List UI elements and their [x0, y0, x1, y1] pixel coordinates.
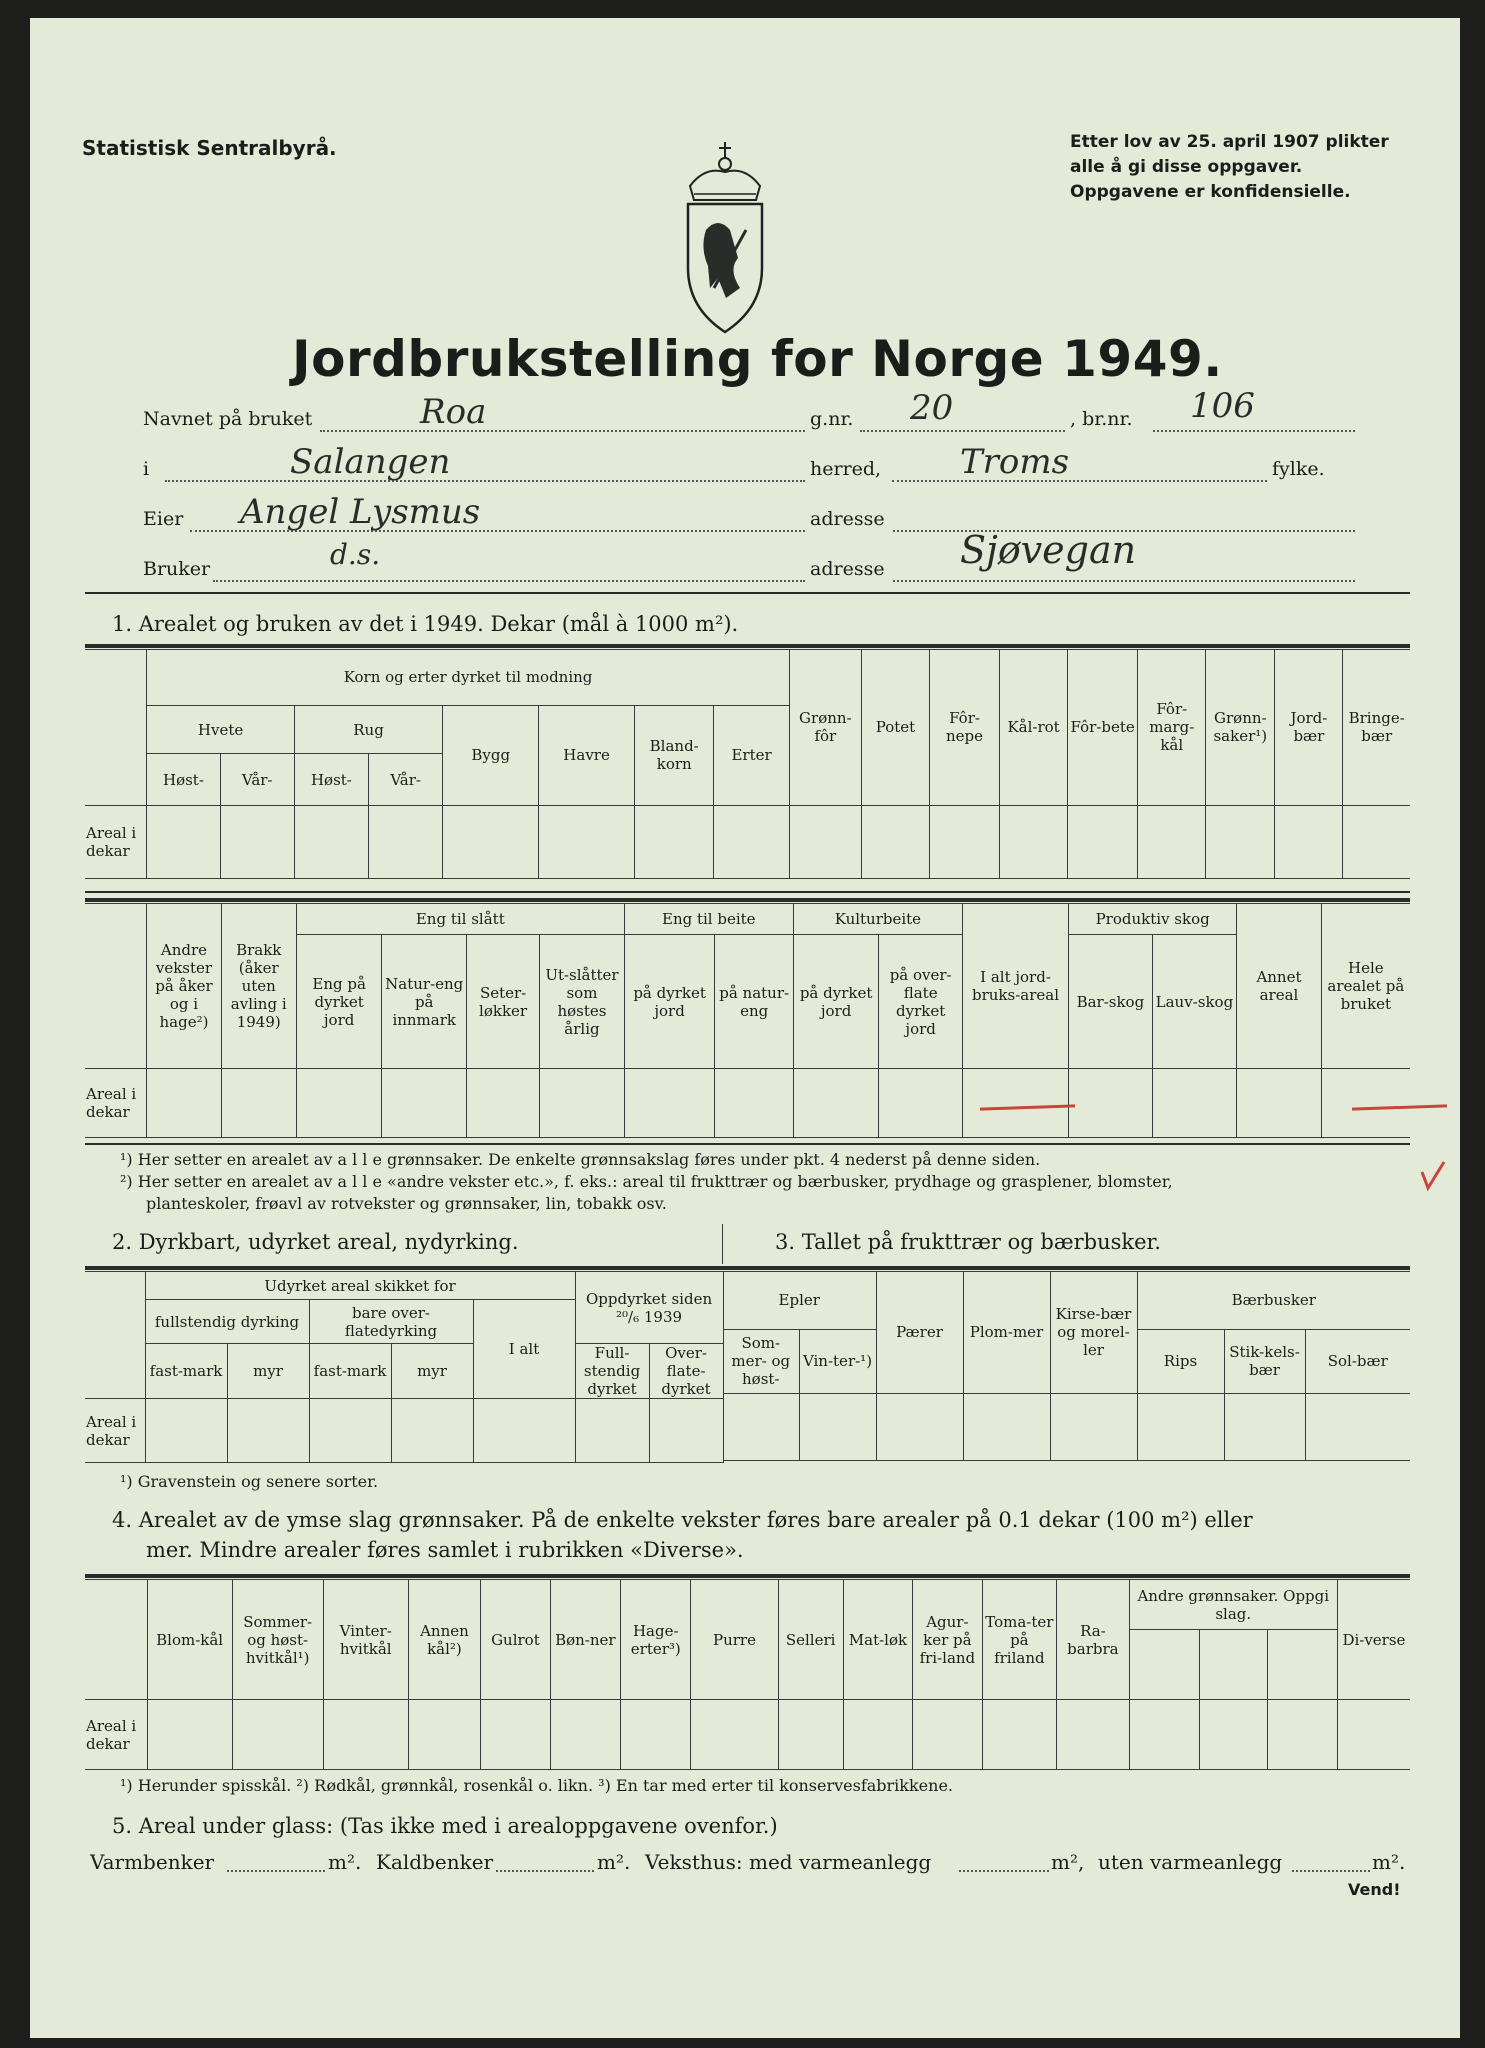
law-note: [1070, 130, 1389, 205]
col-plommer: Plom-mer: [963, 1272, 1050, 1394]
input-cell[interactable]: [232, 1700, 323, 1770]
col-rug: Rug: [294, 705, 442, 754]
farm-name-label: Navnet på bruket: [143, 408, 313, 430]
divider: [85, 644, 1410, 648]
input-cell[interactable]: [227, 1399, 309, 1463]
input-cell[interactable]: [391, 1399, 473, 1463]
input-cell[interactable]: [621, 1700, 691, 1770]
unit-m2: m².: [328, 1850, 362, 1874]
section-divider: [722, 1224, 723, 1264]
input-cell[interactable]: [1200, 1700, 1268, 1770]
row-label-header: [85, 904, 147, 1069]
input-cell[interactable]: [1268, 1700, 1337, 1770]
col-annet: Annet areal: [1237, 904, 1322, 1069]
brnr-value[interactable]: 106: [1190, 386, 1255, 426]
col-havre: Havre: [539, 705, 635, 805]
col-hvete: Hvete: [147, 705, 294, 754]
veksthus-med-label: Veksthus: med varmeanlegg: [645, 1850, 932, 1874]
col-tomater: Toma-ter på friland: [982, 1580, 1057, 1700]
footnote-2: ²) Her setter en arealet av a l l e «andre vekster etc.», f. eks.: areal til frukttrær og bærbusker, prydhage og grasplener, blomster,: [120, 1172, 1173, 1191]
input-cell[interactable]: [1129, 1700, 1199, 1770]
gnr-line: [860, 430, 1065, 432]
input-cell[interactable]: [1200, 1630, 1268, 1700]
input-cell[interactable]: [147, 805, 220, 878]
user-address-line: [893, 580, 1355, 582]
varmbenker-line[interactable]: [227, 1870, 325, 1872]
input-cell[interactable]: [635, 805, 714, 878]
input-cell[interactable]: [1000, 805, 1068, 878]
input-cell[interactable]: [550, 1700, 620, 1770]
check-mark-icon: [1418, 1158, 1448, 1194]
input-cell[interactable]: [861, 805, 929, 878]
input-cell[interactable]: [913, 1700, 982, 1770]
section-4-footnote: ¹) Herunder spisskål. ²) Rødkål, grønnkål, rosenkål o. likn. ³) En tar med erter til konservesfabrikkene.: [120, 1776, 954, 1795]
row-label-header: [85, 1272, 145, 1399]
gnr-label: g.nr.: [810, 408, 854, 430]
col-ialt: I alt: [473, 1300, 575, 1399]
law-note-line: alle å gi disse oppgaver.: [1070, 157, 1303, 177]
veksthus-uten-label: uten varmeanlegg: [1098, 1850, 1283, 1874]
fylke-label: fylke.: [1272, 458, 1325, 480]
input-cell[interactable]: [481, 1700, 550, 1770]
fylke-value[interactable]: Troms: [960, 442, 1070, 482]
veksthus-uten-line[interactable]: [1292, 1870, 1370, 1872]
oppdyrket-header: Oppdyrket siden ²⁰/₆ 1939: [575, 1272, 723, 1344]
varmbenker-label: Varmbenker: [90, 1850, 215, 1874]
footnote-1: ¹) Her setter en arealet av a l l e grønnsaker. De enkelte grønnsakslag føres under pkt. 4 nederst på denne siden.: [120, 1150, 1041, 1169]
user-line: [213, 580, 805, 582]
footnote-2-cont: planteskoler, frøavl av rotvekster og grønnsaker, lin, tobakk osv.: [146, 1194, 667, 1213]
col-vinter: Vin-ter-¹): [799, 1329, 876, 1393]
col-beite-dyrket: på dyrket jord: [624, 935, 715, 1069]
row-label: Areal i dekar: [85, 1700, 147, 1770]
input-cell[interactable]: [1268, 1630, 1337, 1700]
input-cell[interactable]: [473, 1399, 575, 1463]
input-cell[interactable]: [962, 1069, 1068, 1138]
owner-address-label: adresse: [810, 508, 885, 530]
col-hageerter: Hage-erter³): [621, 1580, 691, 1700]
address-value[interactable]: Sjøvegan: [960, 528, 1137, 572]
input-cell[interactable]: [1069, 1069, 1153, 1138]
form-sheet: [30, 18, 1460, 2038]
bare-header: bare over-flatedyrking: [309, 1300, 473, 1344]
col-diverse: Di-verse: [1337, 1580, 1410, 1700]
eng-beite-header: Eng til beite: [624, 904, 793, 935]
input-cell[interactable]: [649, 1399, 723, 1463]
input-cell[interactable]: [1275, 805, 1343, 878]
col-fastmark: fast-mark: [309, 1344, 391, 1399]
col-jordbaer: Jord-bær: [1275, 650, 1343, 806]
section-2-title: 2. Dyrkbart, udyrket areal, nydyrking.: [112, 1230, 519, 1254]
section-3-table: [723, 1271, 1410, 1461]
baerbusker-header: Bærbusker: [1137, 1272, 1410, 1330]
owner-value[interactable]: Angel Lysmus: [240, 492, 481, 532]
input-cell[interactable]: [799, 1393, 876, 1460]
col-formargkal: Fôr-marg-kål: [1138, 650, 1206, 806]
col-full-dyrket: Full-stendig dyrket: [575, 1344, 649, 1399]
col-rips: Rips: [1137, 1329, 1224, 1393]
input-cell[interactable]: [715, 1069, 793, 1138]
divider: [85, 1574, 1410, 1578]
row-label-header: [85, 1580, 147, 1700]
col-matlok: Mat-løk: [843, 1580, 912, 1700]
input-cell[interactable]: [1129, 1630, 1199, 1700]
col-myr: myr: [227, 1344, 309, 1399]
input-cell[interactable]: [1337, 1700, 1410, 1770]
herred-value[interactable]: Salangen: [290, 442, 451, 482]
input-cell[interactable]: [789, 805, 861, 878]
col-brakk: Brakk (åker uten avling i 1949): [221, 904, 296, 1069]
kulturbeite-header: Kulturbeite: [793, 904, 962, 935]
col-bygg: Bygg: [443, 705, 539, 805]
col-fornepe: Fôr-nepe: [929, 650, 999, 806]
col-kb-dyrket: på dyrket jord: [793, 935, 879, 1069]
col-naturreng: Natur-eng på innmark: [382, 935, 467, 1069]
user-value[interactable]: d.s.: [330, 538, 381, 571]
vend-label: Vend!: [1348, 1880, 1401, 1899]
in-label: i: [143, 458, 150, 480]
divider: [85, 592, 1410, 594]
input-cell[interactable]: [309, 1399, 391, 1463]
input-cell[interactable]: [221, 1069, 296, 1138]
col-hvete-host: Høst-: [147, 754, 220, 805]
law-note-line: Etter lov av 25. april 1907 plikter: [1070, 132, 1389, 152]
col-agurker: Agur-ker på fri-land: [913, 1580, 982, 1700]
divider: [85, 1266, 1410, 1270]
herred-label: herred,: [810, 458, 882, 480]
input-cell[interactable]: [220, 805, 294, 878]
input-cell[interactable]: [1068, 805, 1138, 878]
agency-name: Statistisk Sentralbyrå.: [82, 136, 337, 160]
col-barskog: Bar-skog: [1069, 935, 1153, 1069]
input-cell[interactable]: [382, 1069, 467, 1138]
input-cell[interactable]: [1343, 805, 1410, 878]
col-bringebaer: Bringe-bær: [1343, 650, 1410, 806]
udyrket-header: Udyrket areal skikket for: [145, 1272, 575, 1300]
user-label: Bruker: [143, 558, 211, 580]
col-gronnfor: Grønn-fôr: [789, 650, 861, 806]
col-andre-vekster: Andre vekster på åker og i hage²): [147, 904, 221, 1069]
prod-skog-header: Produktiv skog: [1069, 904, 1237, 935]
fullstendig-header: fullstendig dyrking: [145, 1300, 309, 1344]
coat-of-arms-icon: [670, 138, 780, 338]
col-blandkorn: Bland-korn: [635, 705, 714, 805]
col-beite-natur: på natur-eng: [715, 935, 793, 1069]
eng-slatt-header: Eng til slått: [296, 904, 624, 935]
section-1-table-b: [85, 903, 1410, 1138]
col-utslatter: Ut-slåtter som høstes årlig: [540, 935, 625, 1069]
section-4-title: 4. Arealet av de ymse slag grønnsaker. På de enkelte vekster føres bare arealer på 0.1 dekar (100 m²) eller: [112, 1508, 1253, 1532]
col-hvete-var: Vår-: [220, 754, 294, 805]
fylke-line: [892, 480, 1267, 482]
input-cell[interactable]: [1152, 1069, 1237, 1138]
col-overflate-dyrket: Over-flate-dyrket: [649, 1344, 723, 1399]
kaldbenker-label: Kaldbenker: [376, 1850, 494, 1874]
divider: [85, 898, 1410, 902]
input-cell[interactable]: [1237, 1069, 1322, 1138]
herred-line: [165, 480, 805, 482]
input-cell[interactable]: [145, 1399, 227, 1463]
law-note-line: Oppgavene er konfidensielle.: [1070, 182, 1351, 202]
col-rug-var: Vår-: [369, 754, 443, 805]
row-label-header: [85, 650, 147, 806]
input-cell[interactable]: [1137, 1393, 1224, 1460]
col-ialt: I alt jord-bruks-areal: [962, 904, 1068, 1069]
section-3-title: 3. Tallet på frukttrær og bærbusker.: [775, 1230, 1161, 1254]
input-cell[interactable]: [723, 1393, 799, 1460]
input-cell[interactable]: [929, 805, 999, 878]
col-rabarbra: Ra-barbra: [1057, 1580, 1130, 1700]
input-cell[interactable]: [539, 805, 635, 878]
col-fastmark: fast-mark: [145, 1344, 227, 1399]
andre-header: Andre grønnsaker. Oppgi slag.: [1129, 1580, 1337, 1630]
input-cell[interactable]: [323, 1700, 408, 1770]
farm-name-value[interactable]: Roa: [420, 392, 487, 432]
form-title: Jordbrukstelling for Norge 1949.: [292, 330, 1223, 388]
col-bonner: Bøn-ner: [550, 1580, 620, 1700]
col-hele: Hele arealet på bruket: [1321, 904, 1410, 1069]
input-cell[interactable]: [1050, 1393, 1137, 1460]
veksthus-med-line[interactable]: [959, 1870, 1049, 1872]
section-4-table: [85, 1579, 1410, 1770]
input-cell[interactable]: [1224, 1393, 1305, 1460]
input-cell[interactable]: [1305, 1393, 1410, 1460]
section-2-footnote: ¹) Gravenstein og senere sorter.: [120, 1472, 379, 1491]
input-cell[interactable]: [1057, 1700, 1130, 1770]
user-address-label: adresse: [810, 558, 885, 580]
input-cell[interactable]: [624, 1069, 715, 1138]
col-kirsebaer: Kirse-bær og morel-ler: [1050, 1272, 1137, 1394]
input-cell[interactable]: [296, 1069, 382, 1138]
gnr-value[interactable]: 20: [910, 388, 954, 428]
input-cell[interactable]: [982, 1700, 1057, 1770]
row-label: Areal i dekar: [85, 805, 147, 878]
brnr-label: , br.nr.: [1070, 408, 1133, 430]
col-selleri: Selleri: [778, 1580, 843, 1700]
col-seterlokker: Seter-løkker: [466, 935, 539, 1069]
input-cell[interactable]: [540, 1069, 625, 1138]
input-cell[interactable]: [876, 1393, 963, 1460]
col-eng-dyrket: Eng på dyrket jord: [296, 935, 382, 1069]
input-cell[interactable]: [575, 1399, 649, 1463]
col-erter: Erter: [714, 705, 789, 805]
col-purre: Purre: [691, 1580, 778, 1700]
input-cell[interactable]: [443, 805, 539, 878]
input-cell[interactable]: [879, 1069, 963, 1138]
input-cell[interactable]: [147, 1069, 221, 1138]
col-annenkal: Annen kål²): [408, 1580, 481, 1700]
unit-m2: m².: [597, 1850, 631, 1874]
brnr-line: [1153, 430, 1355, 432]
section-4-title-cont: mer. Mindre arealer føres samlet i rubrikken «Diverse».: [146, 1538, 744, 1562]
divider: [85, 891, 1410, 893]
row-label: Areal i dekar: [85, 1399, 145, 1463]
input-cell[interactable]: [466, 1069, 539, 1138]
section-5-title: 5. Areal under glass: (Tas ikke med i arealoppgavene ovenfor.): [112, 1814, 778, 1838]
col-kb-overflate: på over-flate dyrket jord: [879, 935, 963, 1069]
section-2-table: [85, 1271, 724, 1463]
input-cell[interactable]: [714, 805, 789, 878]
col-myr: myr: [391, 1344, 473, 1399]
col-kalrot: Kål-rot: [1000, 650, 1068, 806]
col-rug-host: Høst-: [294, 754, 368, 805]
col-gulrot: Gulrot: [481, 1580, 550, 1700]
col-gronnsaker: Grønn-saker¹): [1206, 650, 1275, 806]
input-cell[interactable]: [1138, 805, 1206, 878]
input-cell[interactable]: [843, 1700, 912, 1770]
input-cell[interactable]: [963, 1393, 1050, 1460]
input-cell[interactable]: [1321, 1069, 1410, 1138]
col-lauvskog: Lauv-skog: [1152, 935, 1237, 1069]
input-cell[interactable]: [408, 1700, 481, 1770]
col-forbete: Fôr-bete: [1068, 650, 1138, 806]
input-cell[interactable]: [1206, 805, 1275, 878]
unit-m2: m²,: [1051, 1850, 1085, 1874]
input-cell[interactable]: [778, 1700, 843, 1770]
owner-label: Eier: [143, 508, 184, 530]
input-cell[interactable]: [691, 1700, 778, 1770]
unit-m2: m².: [1372, 1850, 1406, 1874]
divider: [85, 1143, 1410, 1145]
section-1-title: 1. Arealet og bruken av det i 1949. Dekar (mål à 1000 m²).: [112, 612, 739, 636]
korn-header: Korn og erter dyrket til modning: [147, 650, 789, 706]
col-stikkelsbaer: Stik-kels-bær: [1224, 1329, 1305, 1393]
input-cell[interactable]: [294, 805, 368, 878]
col-solbaer: Sol-bær: [1305, 1329, 1410, 1393]
farm-name-line: [320, 430, 805, 432]
col-vinterkal: Vinter-hvitkål: [323, 1580, 408, 1700]
col-sommerkal: Sommer- og høst-hvitkål¹): [232, 1580, 323, 1700]
col-blomkal: Blom-kål: [147, 1580, 232, 1700]
section-1-table-a: [85, 649, 1410, 879]
kaldbenker-line[interactable]: [496, 1870, 594, 1872]
input-cell[interactable]: [147, 1700, 232, 1770]
col-sommer: Som-mer- og høst-: [723, 1329, 799, 1393]
input-cell[interactable]: [369, 805, 443, 878]
epler-header: Epler: [723, 1272, 876, 1330]
row-label: Areal i dekar: [85, 1069, 147, 1138]
col-potet: Potet: [861, 650, 929, 806]
input-cell[interactable]: [793, 1069, 879, 1138]
col-paerer: Pærer: [876, 1272, 963, 1394]
